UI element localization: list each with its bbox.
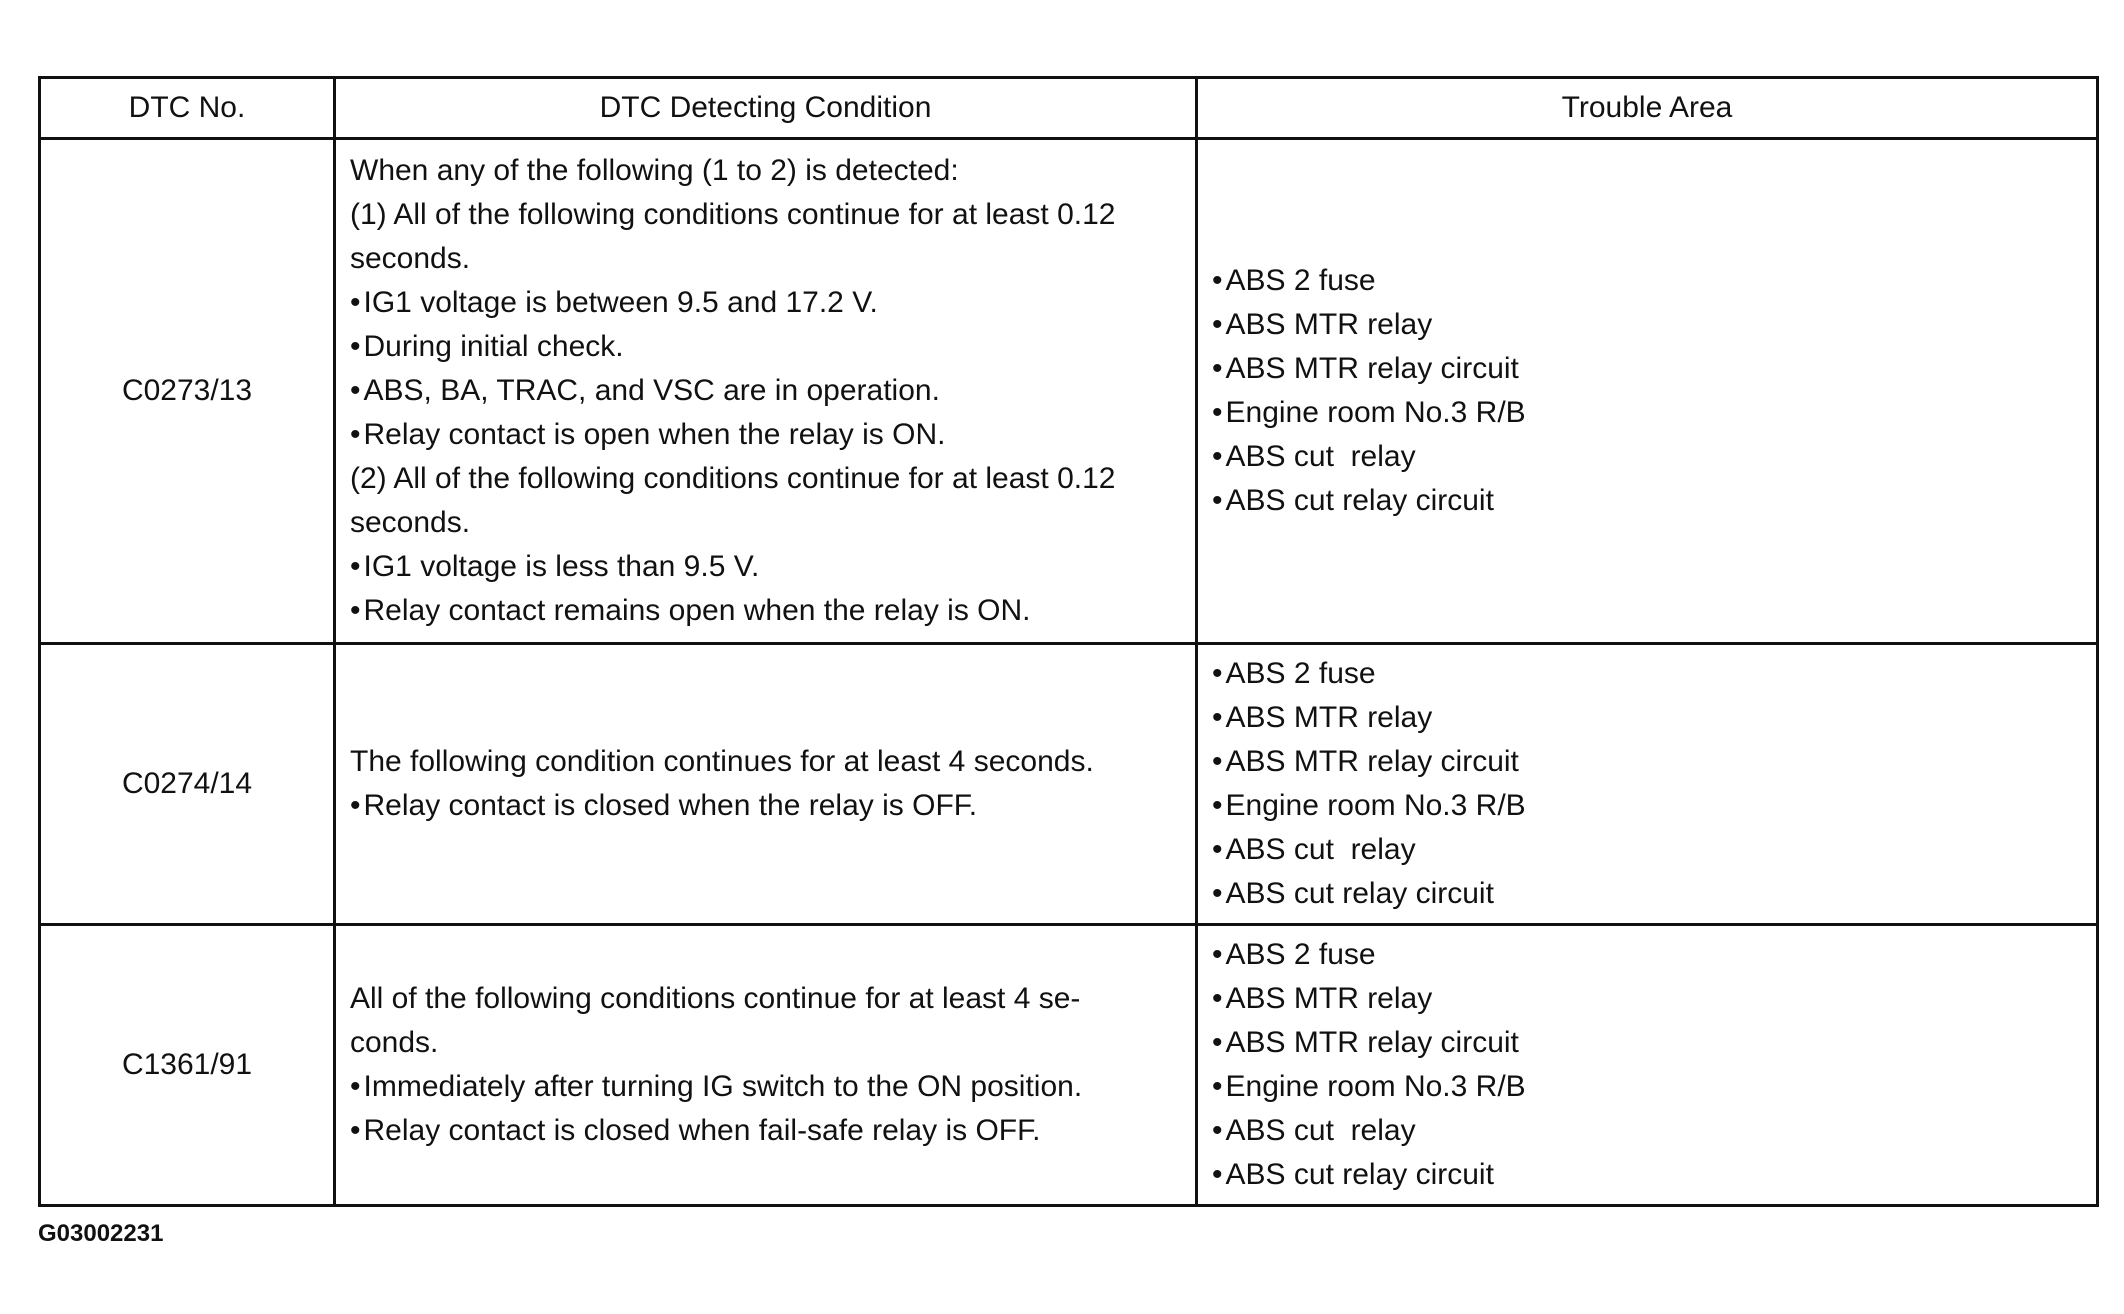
condition-text-line: When any of the following (1 to 2) is detected:	[350, 154, 959, 187]
condition-bullet-item: • ABS, BA, TRAC, and VSC are in operation.	[350, 369, 1181, 413]
condition-text-line: The following condition continues for at least 4 seconds.	[350, 745, 1094, 778]
trouble-area-item: • ABS MTR relay circuit	[1212, 740, 2082, 784]
condition-bullet-item: • Relay contact is closed when fail-safe relay is OFF.	[350, 1109, 1181, 1153]
header-detecting-condition: DTC Detecting Condition	[335, 78, 1197, 139]
trouble-area-item: • ABS 2 fuse	[1212, 259, 2082, 303]
trouble-area-item: • ABS cut relay circuit	[1212, 1153, 2082, 1197]
header-row	[40, 78, 2098, 139]
detecting-condition-cell	[335, 644, 1197, 925]
trouble-area-item: • ABS MTR relay circuit	[1212, 347, 2082, 391]
trouble-area-cell	[1197, 644, 2098, 925]
trouble-area-item: • Engine room No.3 R/B	[1212, 1065, 2082, 1109]
table-row	[40, 925, 2098, 1206]
trouble-area-item: • ABS cut relay	[1212, 828, 2082, 872]
trouble-area-item: • ABS MTR relay	[1212, 696, 2082, 740]
detecting-condition-cell	[335, 925, 1197, 1206]
trouble-area-cell	[1197, 925, 2098, 1206]
trouble-area-item: • ABS MTR relay	[1212, 977, 2082, 1021]
header-trouble-area: Trouble Area	[1197, 78, 2098, 139]
condition-text-line: conds.	[350, 1026, 439, 1059]
condition-bullet-item: • Relay contact is open when the relay is ON.	[350, 413, 1181, 457]
detecting-condition-cell	[335, 139, 1197, 644]
dtc-code-cell: C1361/91	[40, 925, 335, 1206]
dtc-code-cell: C0274/14	[40, 644, 335, 925]
trouble-area-item: • ABS 2 fuse	[1212, 652, 2082, 696]
dtc-table	[38, 76, 2099, 1207]
condition-bullet-item: • During initial check.	[350, 325, 1181, 369]
figure-code: G03002231	[38, 1220, 164, 1247]
condition-bullet-item: • Relay contact remains open when the relay is ON.	[350, 589, 1181, 633]
condition-bullet-item: • Relay contact is closed when the relay is OFF.	[350, 784, 1181, 828]
condition-text-line: (2) All of the following conditions continue for at least 0.12	[350, 462, 1116, 495]
trouble-area-item: • Engine room No.3 R/B	[1212, 784, 2082, 828]
condition-text-line: (1) All of the following conditions continue for at least 0.12	[350, 198, 1116, 231]
condition-text-line: All of the following conditions continue for at least 4 se-	[350, 982, 1081, 1015]
header-dtc-no: DTC No.	[40, 78, 335, 139]
condition-bullet-item: • Immediately after turning IG switch to the ON position.	[350, 1065, 1181, 1109]
condition-text-line: seconds.	[350, 242, 471, 275]
trouble-area-cell	[1197, 139, 2098, 644]
trouble-area-item: • ABS cut relay	[1212, 435, 2082, 479]
trouble-area-item: • ABS cut relay	[1212, 1109, 2082, 1153]
trouble-area-item: • ABS cut relay circuit	[1212, 872, 2082, 916]
trouble-area-item: • ABS MTR relay circuit	[1212, 1021, 2082, 1065]
condition-text-line: seconds.	[350, 506, 471, 539]
table-row	[40, 644, 2098, 925]
dtc-code-cell: C0273/13	[40, 139, 335, 644]
trouble-area-item: • ABS 2 fuse	[1212, 933, 2082, 977]
table-row	[40, 139, 2098, 644]
trouble-area-item: • ABS cut relay circuit	[1212, 479, 2082, 523]
trouble-area-item: • ABS MTR relay	[1212, 303, 2082, 347]
condition-bullet-item: • IG1 voltage is less than 9.5 V.	[350, 545, 1181, 589]
trouble-area-item: • Engine room No.3 R/B	[1212, 391, 2082, 435]
condition-bullet-item: • IG1 voltage is between 9.5 and 17.2 V.	[350, 281, 1181, 325]
